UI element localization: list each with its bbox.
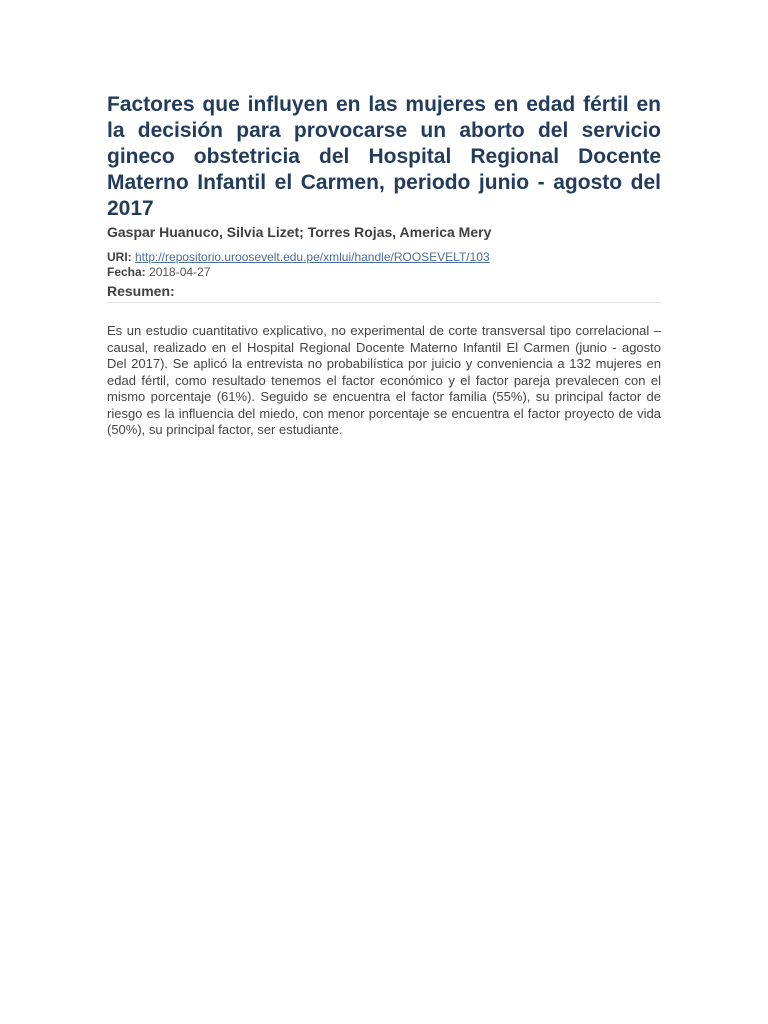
abstract-text: Es un estudio cuantitativo explicativo, no experimental de corte transversal tipo correlacional – causal, realizado en el Hospital Regional Docente Materno Infantil El Carmen (junio - agosto Del 2017). Se aplicó la entrevista no probabilística por juicio y conveniencia a 132 mujeres en edad fértil, como resultado tenemos el factor económico y el factor pareja prevalecen con el mismo porcentaje (61%). Seguido se encuentra el factor familia (55%), su principal factor de riesgo es la influencia del miedo, con menor porcentaje se encuentra el factor proyecto de vida (50%), su principal factor, ser estudiante. (107, 323, 661, 437)
abstract-heading: Resumen: (107, 282, 661, 303)
uri-link[interactable]: http://repositorio.uroosevelt.edu.pe/xmlui/handle/ROOSEVELT/103 (135, 250, 490, 264)
document-record (107, 92, 661, 439)
document-title: Factores que influyen en las mujeres en edad fértil en la decisión para provocarse un aborto del servicio gineco obstetricia del Hospital Regional Docente Materno Infantil el Carmen, periodo junio - agosto del 2017 (107, 93, 661, 220)
date-value: 2018-04-27 (149, 265, 211, 279)
date-row (107, 265, 661, 280)
date-label: Fecha: (107, 265, 150, 279)
document-metadata (107, 250, 661, 280)
document-authors: Gaspar Huanuco, Silvia Lizet; Torres Rojas, America Mery (107, 224, 492, 240)
uri-label: URI: (107, 250, 135, 264)
uri-row (107, 250, 661, 265)
